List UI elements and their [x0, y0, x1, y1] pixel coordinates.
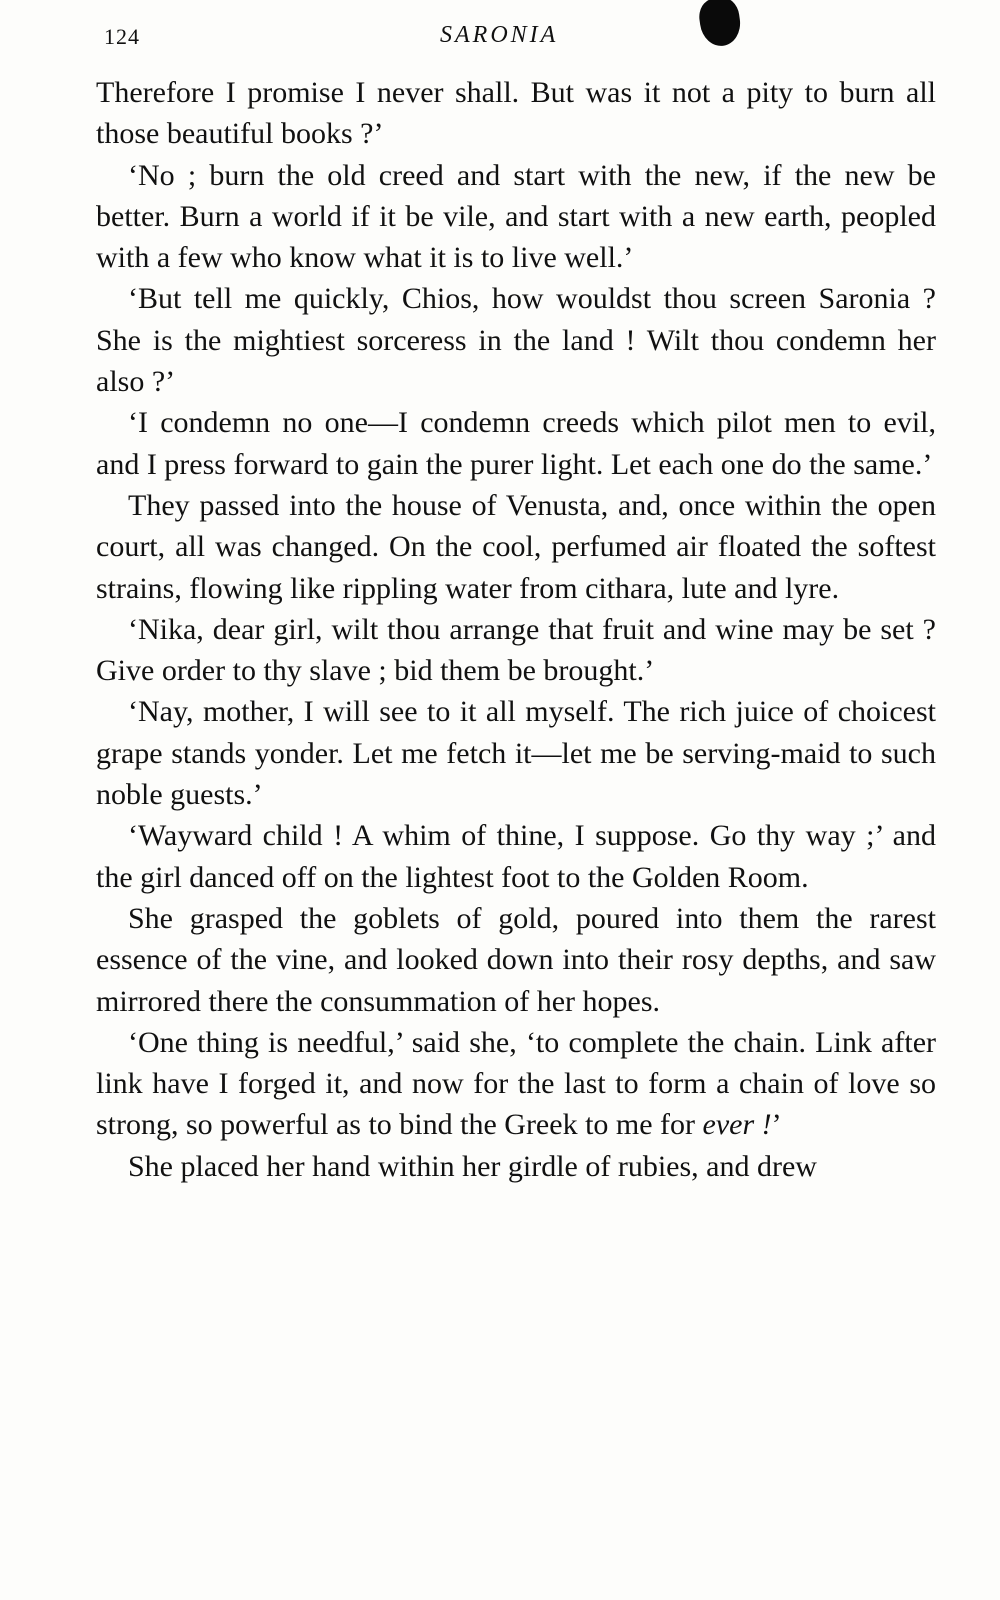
paragraph-chain-text: ‘One thing is needful,’ said she, ‘to complete the chain. Link after link have I forged it, and now for the last to form a chain of love so strong, so powerful as to bind the Greek to me for: [96, 1025, 936, 1142]
page-header: [100, 18, 940, 58]
paragraph: She grasped the goblets of gold, poured into them the rarest essence of the vine, and looked down into their rosy depths, and saw mirrored there the consummation of her hopes.: [96, 901, 936, 1018]
paragraph-continued: Therefore I promise I never shall. But was it not a pity to burn all those beautiful books ?’: [96, 76, 936, 151]
paragraph: They passed into the house of Venusta, and, once within the open court, all was changed. On the cool, perfumed air floated the softest strains, flowing like rippling water from cithara, lute and lyre.: [96, 488, 936, 605]
paragraph-last: She placed her hand within her girdle of rubies, and drew: [128, 1149, 817, 1183]
emphasis-text: ever !: [702, 1108, 772, 1142]
ink-blot: [697, 0, 743, 49]
page-number: 124: [104, 24, 140, 49]
paragraph: ‘Wayward child ! A whim of thine, I suppose. Go thy way ;’ and the girl danced off on the lightest foot to the Golden Room.: [96, 819, 936, 894]
paragraph-chain-end: ’: [771, 1108, 782, 1142]
running-title: SARONIA: [440, 22, 559, 48]
paragraph: ‘I condemn no one—I condemn creeds which pilot men to evil, and I press forward to gain the purer light. Let each one do the same.’: [96, 406, 936, 481]
body-text: [96, 72, 936, 1187]
paragraph: ‘No ; burn the old creed and start with the new, if the new be better. Burn a world if it be vile, and start with a new earth, peopled with a few who know what it is to live well.’: [96, 158, 936, 275]
paragraph: ‘But tell me quickly, Chios, how wouldst thou screen Saronia ? She is the mightiest sorceress in the land ! Wilt thou condemn her also ?’: [96, 282, 936, 399]
paragraph: ‘Nika, dear girl, wilt thou arrange that fruit and wine may be set ? Give order to thy slave ; bid them be brought.’: [96, 612, 936, 688]
paragraph: ‘Nay, mother, I will see to it all myself. The rich juice of choicest grape stands yonder. Let me fetch it—let me be serving-maid to such noble guests.’: [96, 695, 936, 812]
paragraph-chain: [96, 1022, 936, 1146]
